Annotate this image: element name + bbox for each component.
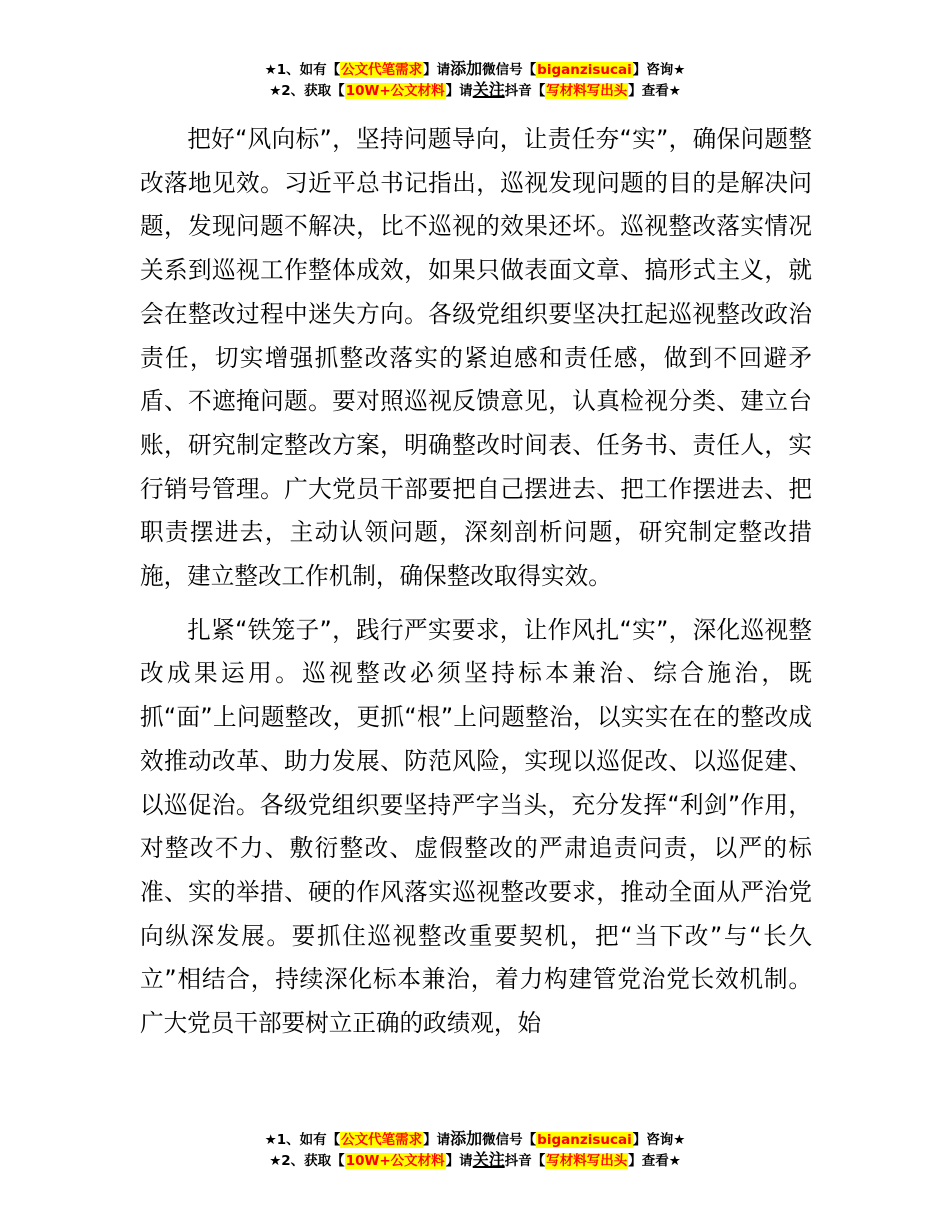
footer-line-2: ★2、获取【10W+公文材料】请关注抖音【写材料写出头】查看★ <box>269 1150 681 1169</box>
highlight-wechat-id: biganzisucai <box>537 62 632 78</box>
paragraph-1: 把好“风向标”，坚持问题导向，让责任夯“实”，确保问题整改落地见效。习近平总书记指出，巡视发现问题的目的是解决问题，发现问题不解决，比不巡视的效果还坏。巡视整改落实情况关系到巡视工作整体成效，如果只做表面文章、搞形式主义，就会在整改过程中迷失方向。各级党组织要坚决扛起巡视整改政治责任，切实增强抓整改落实的紧迫感和责任感，做到不回避矛盾、不遮掩问题。要对照巡视反馈意见，认真检视分类、建立台账，研究制定整改方案，明确整改时间表、任务书、责任人，实行销号管理。广大党员干部要把自己摆进去、把工作摆进去、把职责摆进去，主动认领问题，深刻剖析问题，研究制定整改措施，建立整改工作机制，确保整改取得实效。 <box>140 125 812 591</box>
header-banner <box>0 58 950 100</box>
paragraph-2: 扎紧“铁笼子”，践行严实要求，让作风扎“实”，深化巡视整改成果运用。巡视整改必须坚持标本兼治、综合施治，既抓“面”上问题整改，更抓“根”上问题整治，以实实在在的整改成效推动改革、助力发展、防范风险，实现以巡促改、以巡促建、以巡促治。各级党组织要坚持严字当头，充分发挥“利剑”作用，对整改不力、敷衍整改、虚假整改的严肃追责问责，以严的标准、实的举措、硬的作风落实巡视整改要求，推动全面从严治党向纵深发展。要抓住巡视整改重要契机，把“当下改”与“长久立”相结合，持续深化标本兼治，着力构建管党治党长效机制。广大党员干部要树立正确的政绩观，始 <box>140 615 812 1038</box>
highlight-wechat-id: biganzisucai <box>537 1132 632 1148</box>
highlight-materials: 10W+公文材料 <box>345 1153 445 1169</box>
highlight-service: 公文代笔需求 <box>341 1132 423 1148</box>
document-body <box>140 118 812 1056</box>
highlight-douyin-id: 写材料写出头 <box>546 83 628 99</box>
header-line-2: ★2、获取【10W+公文材料】请关注抖音【写材料写出头】查看★ <box>269 80 681 99</box>
header-line-1: ★1、如有【公文代笔需求】请添加微信号【biganzisucai】咨询★ <box>264 59 686 78</box>
footer-banner <box>0 1128 950 1170</box>
footer-line-1: ★1、如有【公文代笔需求】请添加微信号【biganzisucai】咨询★ <box>264 1129 686 1148</box>
highlight-materials: 10W+公文材料 <box>345 83 445 99</box>
highlight-douyin-id: 写材料写出头 <box>546 1153 628 1169</box>
highlight-service: 公文代笔需求 <box>341 62 423 78</box>
